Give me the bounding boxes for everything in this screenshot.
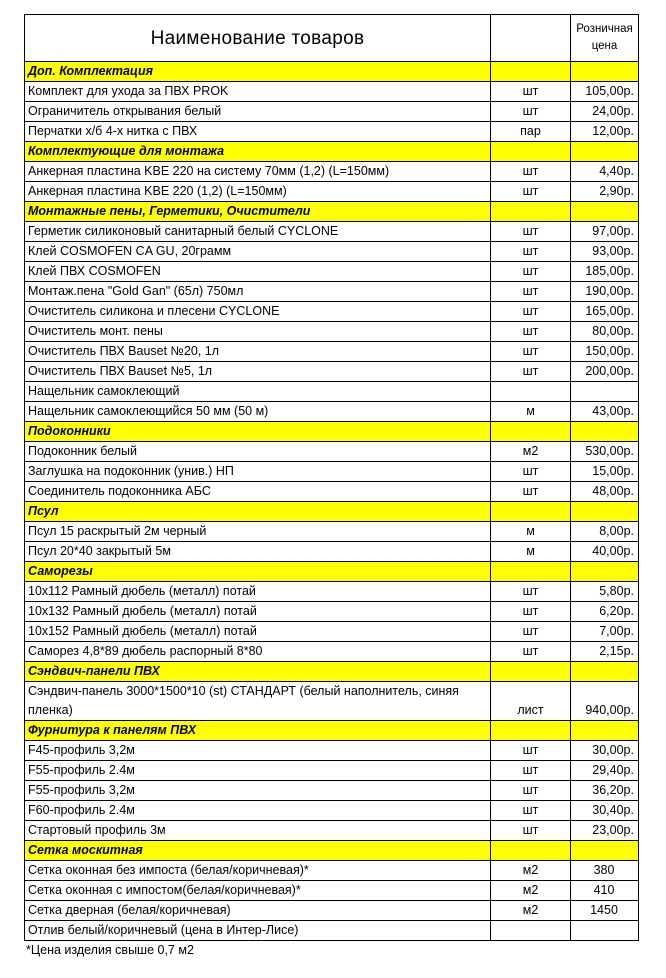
item-name: Сетка дверная (белая/коричневая) [25, 901, 491, 921]
table-header-row [25, 15, 639, 62]
category-row [25, 721, 639, 741]
footnote: *Цена изделия свыше 0,7 м2 [26, 943, 194, 957]
item-unit: шт [491, 781, 571, 801]
item-name: Нащельник самоклеющийся 50 мм (50 м) [25, 402, 491, 422]
table-row [25, 222, 639, 242]
item-unit: шт [491, 821, 571, 841]
column-header-unit [491, 15, 571, 62]
category-row [25, 562, 639, 582]
category-title: Саморезы [25, 562, 491, 582]
item-price: 12,00р. [571, 122, 639, 142]
item-name: Сэндвич-панель 3000*1500*10 (st) СТАНДАРТ (белый наполнитель, синяя пленка) [25, 682, 491, 721]
table-row [25, 821, 639, 841]
item-price: 2,15р. [571, 642, 639, 662]
item-unit: м2 [491, 901, 571, 921]
item-unit: шт [491, 462, 571, 482]
item-name: Псул 20*40 закрытый 5м [25, 542, 491, 562]
table-row [25, 921, 639, 941]
item-name: Анкерная пластина KBE 220 (1,2) (L=150мм) [25, 182, 491, 202]
item-name: Очиститель монт. пены [25, 322, 491, 342]
item-price: 200,00р. [571, 362, 639, 382]
item-unit: шт [491, 602, 571, 622]
item-unit: шт [491, 342, 571, 362]
item-price: 23,00р. [571, 821, 639, 841]
item-unit: пар [491, 122, 571, 142]
item-unit: шт [491, 242, 571, 262]
table-row [25, 861, 639, 881]
item-price: 380 [571, 861, 639, 881]
item-name: Псул 15 раскрытый 2м черный [25, 522, 491, 542]
category-unit-cell [491, 142, 571, 162]
price-table-body [25, 15, 639, 941]
table-row [25, 262, 639, 282]
item-price: 165,00р. [571, 302, 639, 322]
item-unit: шт [491, 322, 571, 342]
price-table [24, 14, 639, 941]
item-name: Комплект для ухода за ПВХ PROK [25, 82, 491, 102]
item-unit: м2 [491, 861, 571, 881]
item-name: 10х152 Рамный дюбель (металл) потай [25, 622, 491, 642]
table-row [25, 542, 639, 562]
category-unit-cell [491, 422, 571, 442]
item-unit: шт [491, 302, 571, 322]
category-price-cell [571, 62, 639, 82]
category-unit-cell [491, 562, 571, 582]
table-row [25, 242, 639, 262]
item-name: F60-профиль 2.4м [25, 801, 491, 821]
item-unit: шт [491, 222, 571, 242]
item-unit: шт [491, 362, 571, 382]
item-price: 2,90р. [571, 182, 639, 202]
item-price: 410 [571, 881, 639, 901]
item-name: Герметик силиконовый санитарный белый CYCLONE [25, 222, 491, 242]
item-price: 8,00р. [571, 522, 639, 542]
table-row [25, 362, 639, 382]
item-price: 6,20р. [571, 602, 639, 622]
item-price: 7,00р. [571, 622, 639, 642]
table-row [25, 522, 639, 542]
item-name: Саморез 4,8*89 дюбель распорный 8*80 [25, 642, 491, 662]
item-price: 1450 [571, 901, 639, 921]
table-row [25, 741, 639, 761]
item-name: Сетка оконная с импостом(белая/коричневая)* [25, 881, 491, 901]
item-name: Монтаж.пена "Gold Gan" (65л) 750мл [25, 282, 491, 302]
item-unit: м [491, 542, 571, 562]
table-row [25, 162, 639, 182]
item-price: 97,00р. [571, 222, 639, 242]
item-name: Сетка оконная без импоста (белая/коричневая)* [25, 861, 491, 881]
table-row [25, 622, 639, 642]
category-price-cell [571, 202, 639, 222]
column-header-name: Наименование товаров [25, 15, 491, 62]
table-row [25, 761, 639, 781]
item-name: Клей COSMOFEN CA GU, 20грамм [25, 242, 491, 262]
table-row [25, 102, 639, 122]
item-price: 24,00р. [571, 102, 639, 122]
item-unit: шт [491, 761, 571, 781]
category-price-cell [571, 142, 639, 162]
category-row [25, 422, 639, 442]
item-price: 48,00р. [571, 482, 639, 502]
item-name: 10х112 Рамный дюбель (металл) потай [25, 582, 491, 602]
item-price: 150,00р. [571, 342, 639, 362]
item-unit: шт [491, 482, 571, 502]
item-unit: м [491, 522, 571, 542]
item-unit: шт [491, 162, 571, 182]
item-name: Заглушка на подоконник (унив.) НП [25, 462, 491, 482]
item-name: Очиститель ПВХ Bauset №5, 1л [25, 362, 491, 382]
item-price [571, 921, 639, 941]
item-unit: шт [491, 622, 571, 642]
column-header-price: Розничная цена [571, 15, 639, 62]
item-name: Стартовый профиль 3м [25, 821, 491, 841]
category-row [25, 502, 639, 522]
category-price-cell [571, 721, 639, 741]
item-price: 93,00р. [571, 242, 639, 262]
table-row [25, 901, 639, 921]
table-row [25, 642, 639, 662]
category-row [25, 662, 639, 682]
item-name: Анкерная пластина KBE 220 на систему 70мм (1,2) (L=150мм) [25, 162, 491, 182]
item-unit: шт [491, 582, 571, 602]
item-unit: шт [491, 642, 571, 662]
item-name: Очиститель ПВХ Bauset №20, 1л [25, 342, 491, 362]
table-row [25, 122, 639, 142]
category-title: Монтажные пены, Герметики, Очистители [25, 202, 491, 222]
item-name: Очиститель силикона и плесени CYCLONE [25, 302, 491, 322]
item-price: 40,00р. [571, 542, 639, 562]
item-name: F55-профиль 2.4м [25, 761, 491, 781]
item-unit: шт [491, 182, 571, 202]
table-row [25, 382, 639, 402]
category-row [25, 142, 639, 162]
table-row [25, 342, 639, 362]
item-price: 30,00р. [571, 741, 639, 761]
price-list-sheet [24, 14, 638, 957]
item-unit: шт [491, 801, 571, 821]
item-name: Перчатки х/б 4-х нитка с ПВХ [25, 122, 491, 142]
category-title: Подоконники [25, 422, 491, 442]
table-row [25, 402, 639, 422]
item-price: 190,00р. [571, 282, 639, 302]
category-unit-cell [491, 202, 571, 222]
category-price-cell [571, 502, 639, 522]
item-unit: м2 [491, 442, 571, 462]
item-price: 43,00р. [571, 402, 639, 422]
item-unit [491, 382, 571, 402]
category-unit-cell [491, 841, 571, 861]
item-unit: м [491, 402, 571, 422]
category-title: Сетка москитная [25, 841, 491, 861]
table-row [25, 282, 639, 302]
table-row [25, 582, 639, 602]
table-row [25, 482, 639, 502]
category-row [25, 841, 639, 861]
category-unit-cell [491, 721, 571, 741]
table-row [25, 462, 639, 482]
item-unit: шт [491, 102, 571, 122]
table-row [25, 781, 639, 801]
table-row [25, 442, 639, 462]
category-title: Псул [25, 502, 491, 522]
item-unit: лист [491, 682, 571, 721]
item-name: Подоконник белый [25, 442, 491, 462]
item-unit: м2 [491, 881, 571, 901]
item-name: F45-профиль 3,2м [25, 741, 491, 761]
table-row [25, 322, 639, 342]
category-price-cell [571, 841, 639, 861]
item-price: 105,00р. [571, 82, 639, 102]
item-name: Нащельник самоклеющий [25, 382, 491, 402]
item-price: 5,80р. [571, 582, 639, 602]
item-price: 29,40р. [571, 761, 639, 781]
item-name: Ограничитель открывания белый [25, 102, 491, 122]
table-row [25, 682, 639, 721]
table-row [25, 82, 639, 102]
item-price: 940,00р. [571, 682, 639, 721]
category-unit-cell [491, 502, 571, 522]
table-row [25, 182, 639, 202]
category-title: Фурнитура к панелям ПВХ [25, 721, 491, 741]
item-name: F55-профиль 3,2м [25, 781, 491, 801]
item-name: Клей ПВХ COSMOFEN [25, 262, 491, 282]
item-price [571, 382, 639, 402]
item-price: 530,00р. [571, 442, 639, 462]
category-row [25, 62, 639, 82]
category-title: Доп. Комплектация [25, 62, 491, 82]
category-row [25, 202, 639, 222]
item-unit: шт [491, 741, 571, 761]
item-price: 185,00р. [571, 262, 639, 282]
item-unit: шт [491, 282, 571, 302]
item-name: 10х132 Рамный дюбель (металл) потай [25, 602, 491, 622]
category-unit-cell [491, 62, 571, 82]
table-row [25, 881, 639, 901]
category-price-cell [571, 422, 639, 442]
item-price: 80,00р. [571, 322, 639, 342]
category-title: Комплектующие для монтажа [25, 142, 491, 162]
category-unit-cell [491, 662, 571, 682]
item-unit: шт [491, 262, 571, 282]
table-row [25, 801, 639, 821]
item-name: Отлив белый/коричневый (цена в Интер-Лисе) [25, 921, 491, 941]
item-name: Соединитель подоконника АБС [25, 482, 491, 502]
category-title: Сэндвич-панели ПВХ [25, 662, 491, 682]
item-price: 15,00р. [571, 462, 639, 482]
item-price: 4,40р. [571, 162, 639, 182]
item-unit: шт [491, 82, 571, 102]
category-price-cell [571, 562, 639, 582]
table-row [25, 602, 639, 622]
item-price: 36,20р. [571, 781, 639, 801]
item-unit [491, 921, 571, 941]
category-price-cell [571, 662, 639, 682]
table-row [25, 302, 639, 322]
item-price: 30,40р. [571, 801, 639, 821]
